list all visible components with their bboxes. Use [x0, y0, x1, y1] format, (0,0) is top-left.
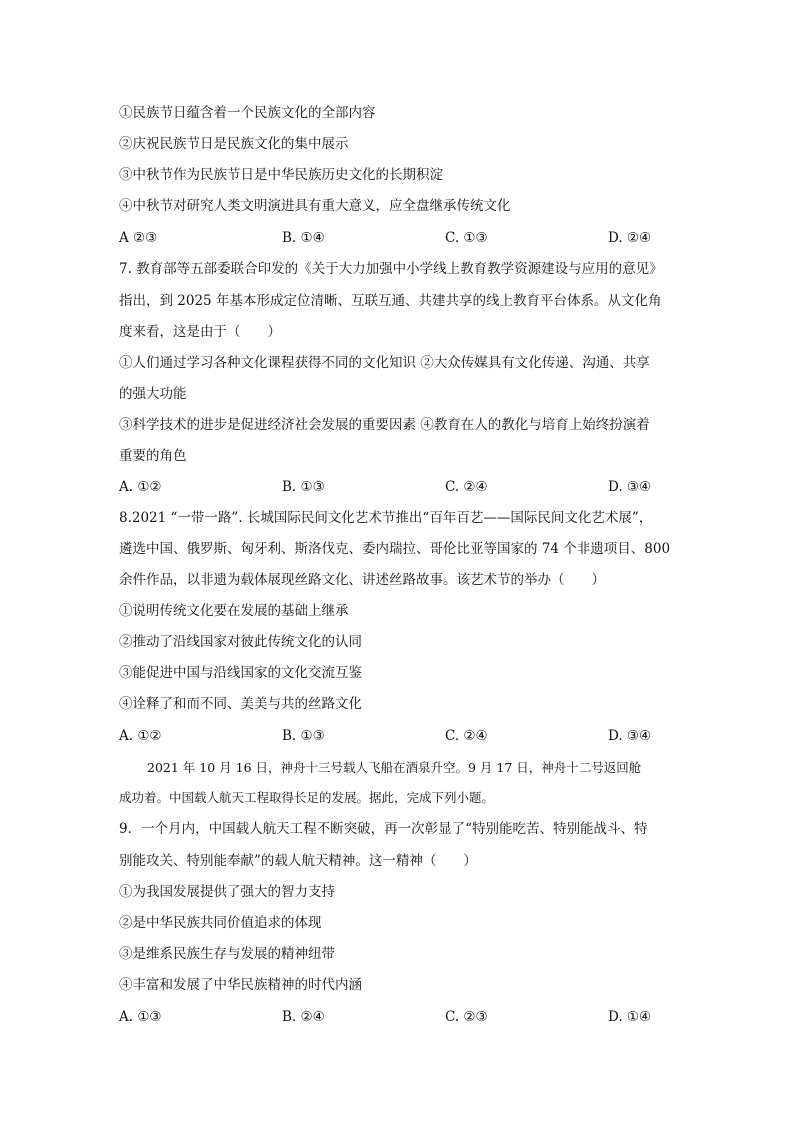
q9-statement-2: ②是中华民族共同价值追求的体现 [119, 915, 322, 931]
q9-options [119, 1007, 679, 1027]
q7-statement-line-4: 重要的角色 [119, 448, 187, 464]
q8-option-c: C. ②④ [445, 728, 488, 744]
q9-stem-line-1: 9．一个月内，中国载人航天工程不断突破，再一次彰显了“特别能吃苦、特别能战斗、特 [119, 821, 648, 837]
q6-statement-1: ①民族节日蕴含着一个民族文化的全部内容 [119, 105, 376, 121]
material-line-1: 2021 年 10 月 16 日，神舟十三号载人飞船在酒泉升空。9 月 17 日，神舟十二号返回舱 [147, 760, 642, 775]
q7-option-a: A. ①② [119, 479, 162, 495]
q7-options [119, 477, 679, 497]
q6-statement-3: ③中秋节作为民族节日是中华民族历史文化的长期积淀 [119, 167, 443, 183]
q7-statement-line-1: ①人们通过学习各种文化课程获得不同的文化知识 ②大众传媒具有文化传递、沟通、共享 [119, 355, 650, 371]
q9-statement-4: ④丰富和发展了中华民族精神的时代内涵 [119, 977, 362, 993]
q6-options [119, 228, 679, 248]
q7-stem-line-1: 7. 教育部等五部委联合印发的《关于大力加强中小学线上教育教学资源建设与应用的意见》 [119, 261, 663, 277]
q8-options [119, 726, 679, 746]
q6-statement-2: ②庆祝民族节日是民族文化的集中展示 [119, 136, 349, 152]
material-line-2: 成功着。中国载人航天工程取得长足的发展。据此，完成下列小题。 [119, 790, 495, 805]
q9-option-d: D. ①④ [608, 1009, 652, 1025]
q8-option-a: A. ①② [119, 728, 162, 744]
q7-option-b: B. ①③ [282, 479, 325, 495]
q9-stem-line-2: 别能攻关、特别能奉献”的载人航天精神。这一精神（ ） [119, 853, 477, 869]
q6-option-c: C. ①③ [445, 230, 488, 246]
q6-statement-4: ④中秋节对研究人类文明演进具有重大意义，应全盘继承传统文化 [119, 198, 511, 214]
q8-statement-2: ②推动了沿线国家对彼此传统文化的认同 [119, 634, 362, 650]
q9-option-a: A. ①③ [119, 1009, 162, 1025]
q9-statement-3: ③是维系民族生存与发展的精神纽带 [119, 946, 335, 962]
q8-stem-line-2: 遴选中国、俄罗斯、匈牙利、斯洛伐克、委内瑞拉、哥伦比亚等国家的 74 个非遗项目、800 [119, 541, 671, 557]
q9-option-c: C. ②③ [445, 1009, 488, 1025]
q8-statement-1: ①说明传统文化要在发展的基础上继承 [119, 603, 349, 619]
q8-statement-4: ④诠释了和而不同、美美与共的丝路文化 [119, 696, 362, 712]
q7-stem-line-3: 度来看，这是由于（ ） [119, 324, 281, 340]
q8-statement-3: ③能促进中国与沿线国家的文化交流互鉴 [119, 665, 362, 681]
q9-statement-1: ①为我国发展提供了强大的智力支持 [119, 884, 335, 900]
q8-option-b: B. ①③ [282, 728, 325, 744]
q7-statement-line-2: 的强大功能 [119, 386, 187, 402]
q8-stem-line-3: 余件作品，以非遗为载体展现丝路文化、讲述丝路故事。该艺术节的举办（ ） [119, 572, 605, 588]
q7-option-c: C. ②④ [445, 479, 488, 495]
q6-option-b: B. ①④ [282, 230, 325, 246]
q8-option-d: D. ③④ [608, 728, 652, 744]
q9-option-b: B. ②④ [282, 1009, 325, 1025]
q6-option-d: D. ②④ [608, 230, 652, 246]
q7-stem-line-2: 指出，到 2025 年基本形成定位清晰、互联互通、共建共享的线上教育平台体系。从文化角 [119, 293, 662, 309]
q6-option-a: A ②③ [119, 230, 158, 246]
q8-stem-line-1: 8.2021 “一带一路”. 长城国际民间文化艺术节推出“百年百艺——国际民间文化艺术展”， [119, 510, 653, 526]
q7-option-d: D. ③④ [608, 479, 652, 495]
q7-statement-line-3: ③科学技术的进步是促进经济社会发展的重要因素 ④教育在人的教化与培育上始终扮演着 [119, 417, 650, 433]
